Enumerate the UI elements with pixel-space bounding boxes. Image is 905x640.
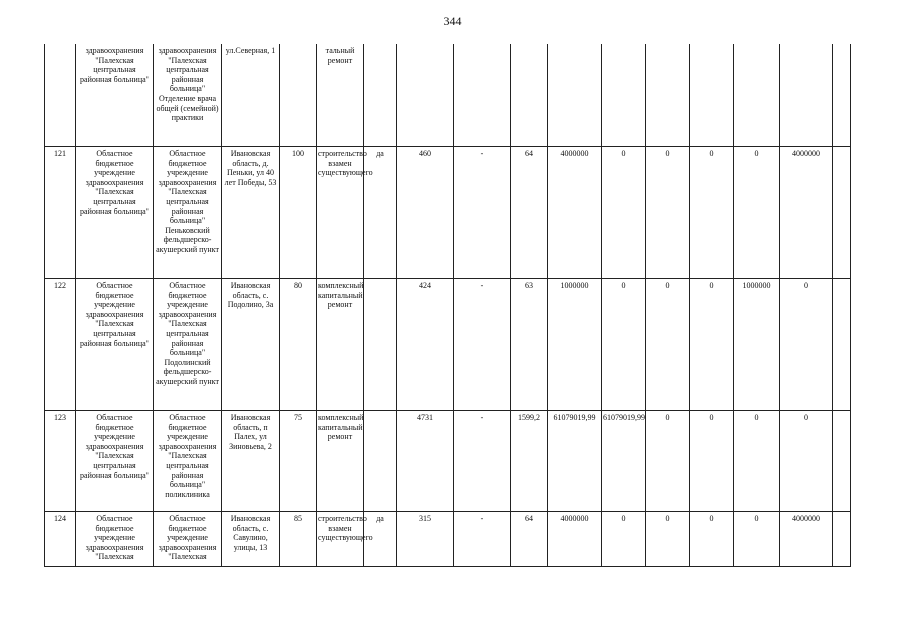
cell-value: 80 (280, 279, 317, 411)
cell-year5 (780, 44, 833, 147)
page-number: 344 (443, 14, 462, 28)
cell-volume (511, 44, 548, 147)
cell-year1: 0 (602, 512, 646, 567)
cell-dash: - (454, 147, 511, 279)
table-row (45, 147, 851, 279)
cell-year4 (734, 44, 780, 147)
cell-year3: 0 (690, 512, 734, 567)
cell-value: 85 (280, 512, 317, 567)
cell-extra (833, 147, 851, 279)
cell-address: ул.Северная, 1 (222, 44, 280, 147)
cell-total: 61079019,99 (548, 411, 602, 512)
cell-extra (833, 44, 851, 147)
cell-year1 (602, 44, 646, 147)
cell-dash (454, 44, 511, 147)
cell-organization: здравоохранения "Палехская центральная районная больница" (76, 44, 154, 147)
cell-year5: 4000000 (780, 512, 833, 567)
cell-value (280, 44, 317, 147)
cell-work-type: тальный ремонт (317, 44, 364, 147)
cell-organization: Областное бюджетное учреждение здравоохранения "Палехская центральная районная больница" (76, 411, 154, 512)
cell-flag (364, 279, 397, 411)
cell-year1: 0 (602, 147, 646, 279)
cell-area: 460 (397, 147, 454, 279)
cell-volume: 63 (511, 279, 548, 411)
cell-num: 121 (45, 147, 76, 279)
cell-volume: 64 (511, 512, 548, 567)
table-row (45, 279, 851, 411)
cell-year2: 0 (646, 512, 690, 567)
cell-dash: - (454, 411, 511, 512)
cell-year3: 0 (690, 411, 734, 512)
cell-facility: Областное бюджетное учреждение здравоохранения "Палехская (154, 512, 222, 567)
table-row (45, 512, 851, 567)
cell-facility: Областное бюджетное учреждение здравоохранения "Палехская центральная районная больница" поликлиника (154, 411, 222, 512)
cell-year5: 4000000 (780, 147, 833, 279)
cell-value: 100 (280, 147, 317, 279)
cell-work-type: комплексный капитальный ремонт (317, 279, 364, 411)
cell-organization: Областное бюджетное учреждение здравоохранения "Палехская центральная районная больница" (76, 279, 154, 411)
cell-year3: 0 (690, 279, 734, 411)
cell-year3 (690, 44, 734, 147)
cell-year5: 0 (780, 411, 833, 512)
cell-year3: 0 (690, 147, 734, 279)
cell-year2 (646, 44, 690, 147)
cell-year2: 0 (646, 279, 690, 411)
cell-flag: да (364, 147, 397, 279)
table-row (45, 411, 851, 512)
cell-year4: 0 (734, 147, 780, 279)
cell-volume: 1599,2 (511, 411, 548, 512)
cell-dash: - (454, 512, 511, 567)
cell-num: 124 (45, 512, 76, 567)
cell-area: 424 (397, 279, 454, 411)
cell-num: 123 (45, 411, 76, 512)
cell-facility: Областное бюджетное учреждение здравоохранения "Палехская центральная районная больница" Пеньковский фельдшерско-акушерский пункт (154, 147, 222, 279)
cell-total: 4000000 (548, 512, 602, 567)
cell-flag: да (364, 512, 397, 567)
facilities-table (44, 44, 851, 567)
cell-total: 1000000 (548, 279, 602, 411)
table-row (45, 44, 851, 147)
cell-address: Ивановская область, с. Савулино, улицы, 13 (222, 512, 280, 567)
cell-year1: 61079019,99 (602, 411, 646, 512)
cell-year4: 0 (734, 512, 780, 567)
cell-address: Ивановская область, с. Подолино, 3а (222, 279, 280, 411)
cell-organization: Областное бюджетное учреждение здравоохранения "Палехская (76, 512, 154, 567)
cell-year4: 1000000 (734, 279, 780, 411)
cell-year1: 0 (602, 279, 646, 411)
cell-area: 315 (397, 512, 454, 567)
cell-extra (833, 512, 851, 567)
cell-address: Ивановская область, д. Пеньки, ул 40 лет Победы, 53 (222, 147, 280, 279)
cell-address: Ивановская область, п Палех, ул Зиновьева, 2 (222, 411, 280, 512)
cell-year4: 0 (734, 411, 780, 512)
cell-flag (364, 411, 397, 512)
cell-num: 122 (45, 279, 76, 411)
cell-num (45, 44, 76, 147)
cell-work-type: строительство взамен существующего (317, 147, 364, 279)
cell-total: 4000000 (548, 147, 602, 279)
cell-year5: 0 (780, 279, 833, 411)
cell-year2: 0 (646, 411, 690, 512)
cell-area: 4731 (397, 411, 454, 512)
cell-value: 75 (280, 411, 317, 512)
cell-volume: 64 (511, 147, 548, 279)
cell-facility: Областное бюджетное учреждение здравоохранения "Палехская центральная районная больница" Подолинский фельдшерско-акушерский пункт (154, 279, 222, 411)
cell-work-type: строительство взамен существующего (317, 512, 364, 567)
cell-dash: - (454, 279, 511, 411)
cell-flag (364, 44, 397, 147)
cell-organization: Областное бюджетное учреждение здравоохранения "Палехская центральная районная больница" (76, 147, 154, 279)
cell-extra (833, 279, 851, 411)
cell-total (548, 44, 602, 147)
cell-area (397, 44, 454, 147)
cell-work-type: комплексный капитальный ремонт (317, 411, 364, 512)
cell-facility: здравоохранения "Палехская центральная районная больница" Отделение врача общей (семейной) практики (154, 44, 222, 147)
cell-year2: 0 (646, 147, 690, 279)
cell-extra (833, 411, 851, 512)
